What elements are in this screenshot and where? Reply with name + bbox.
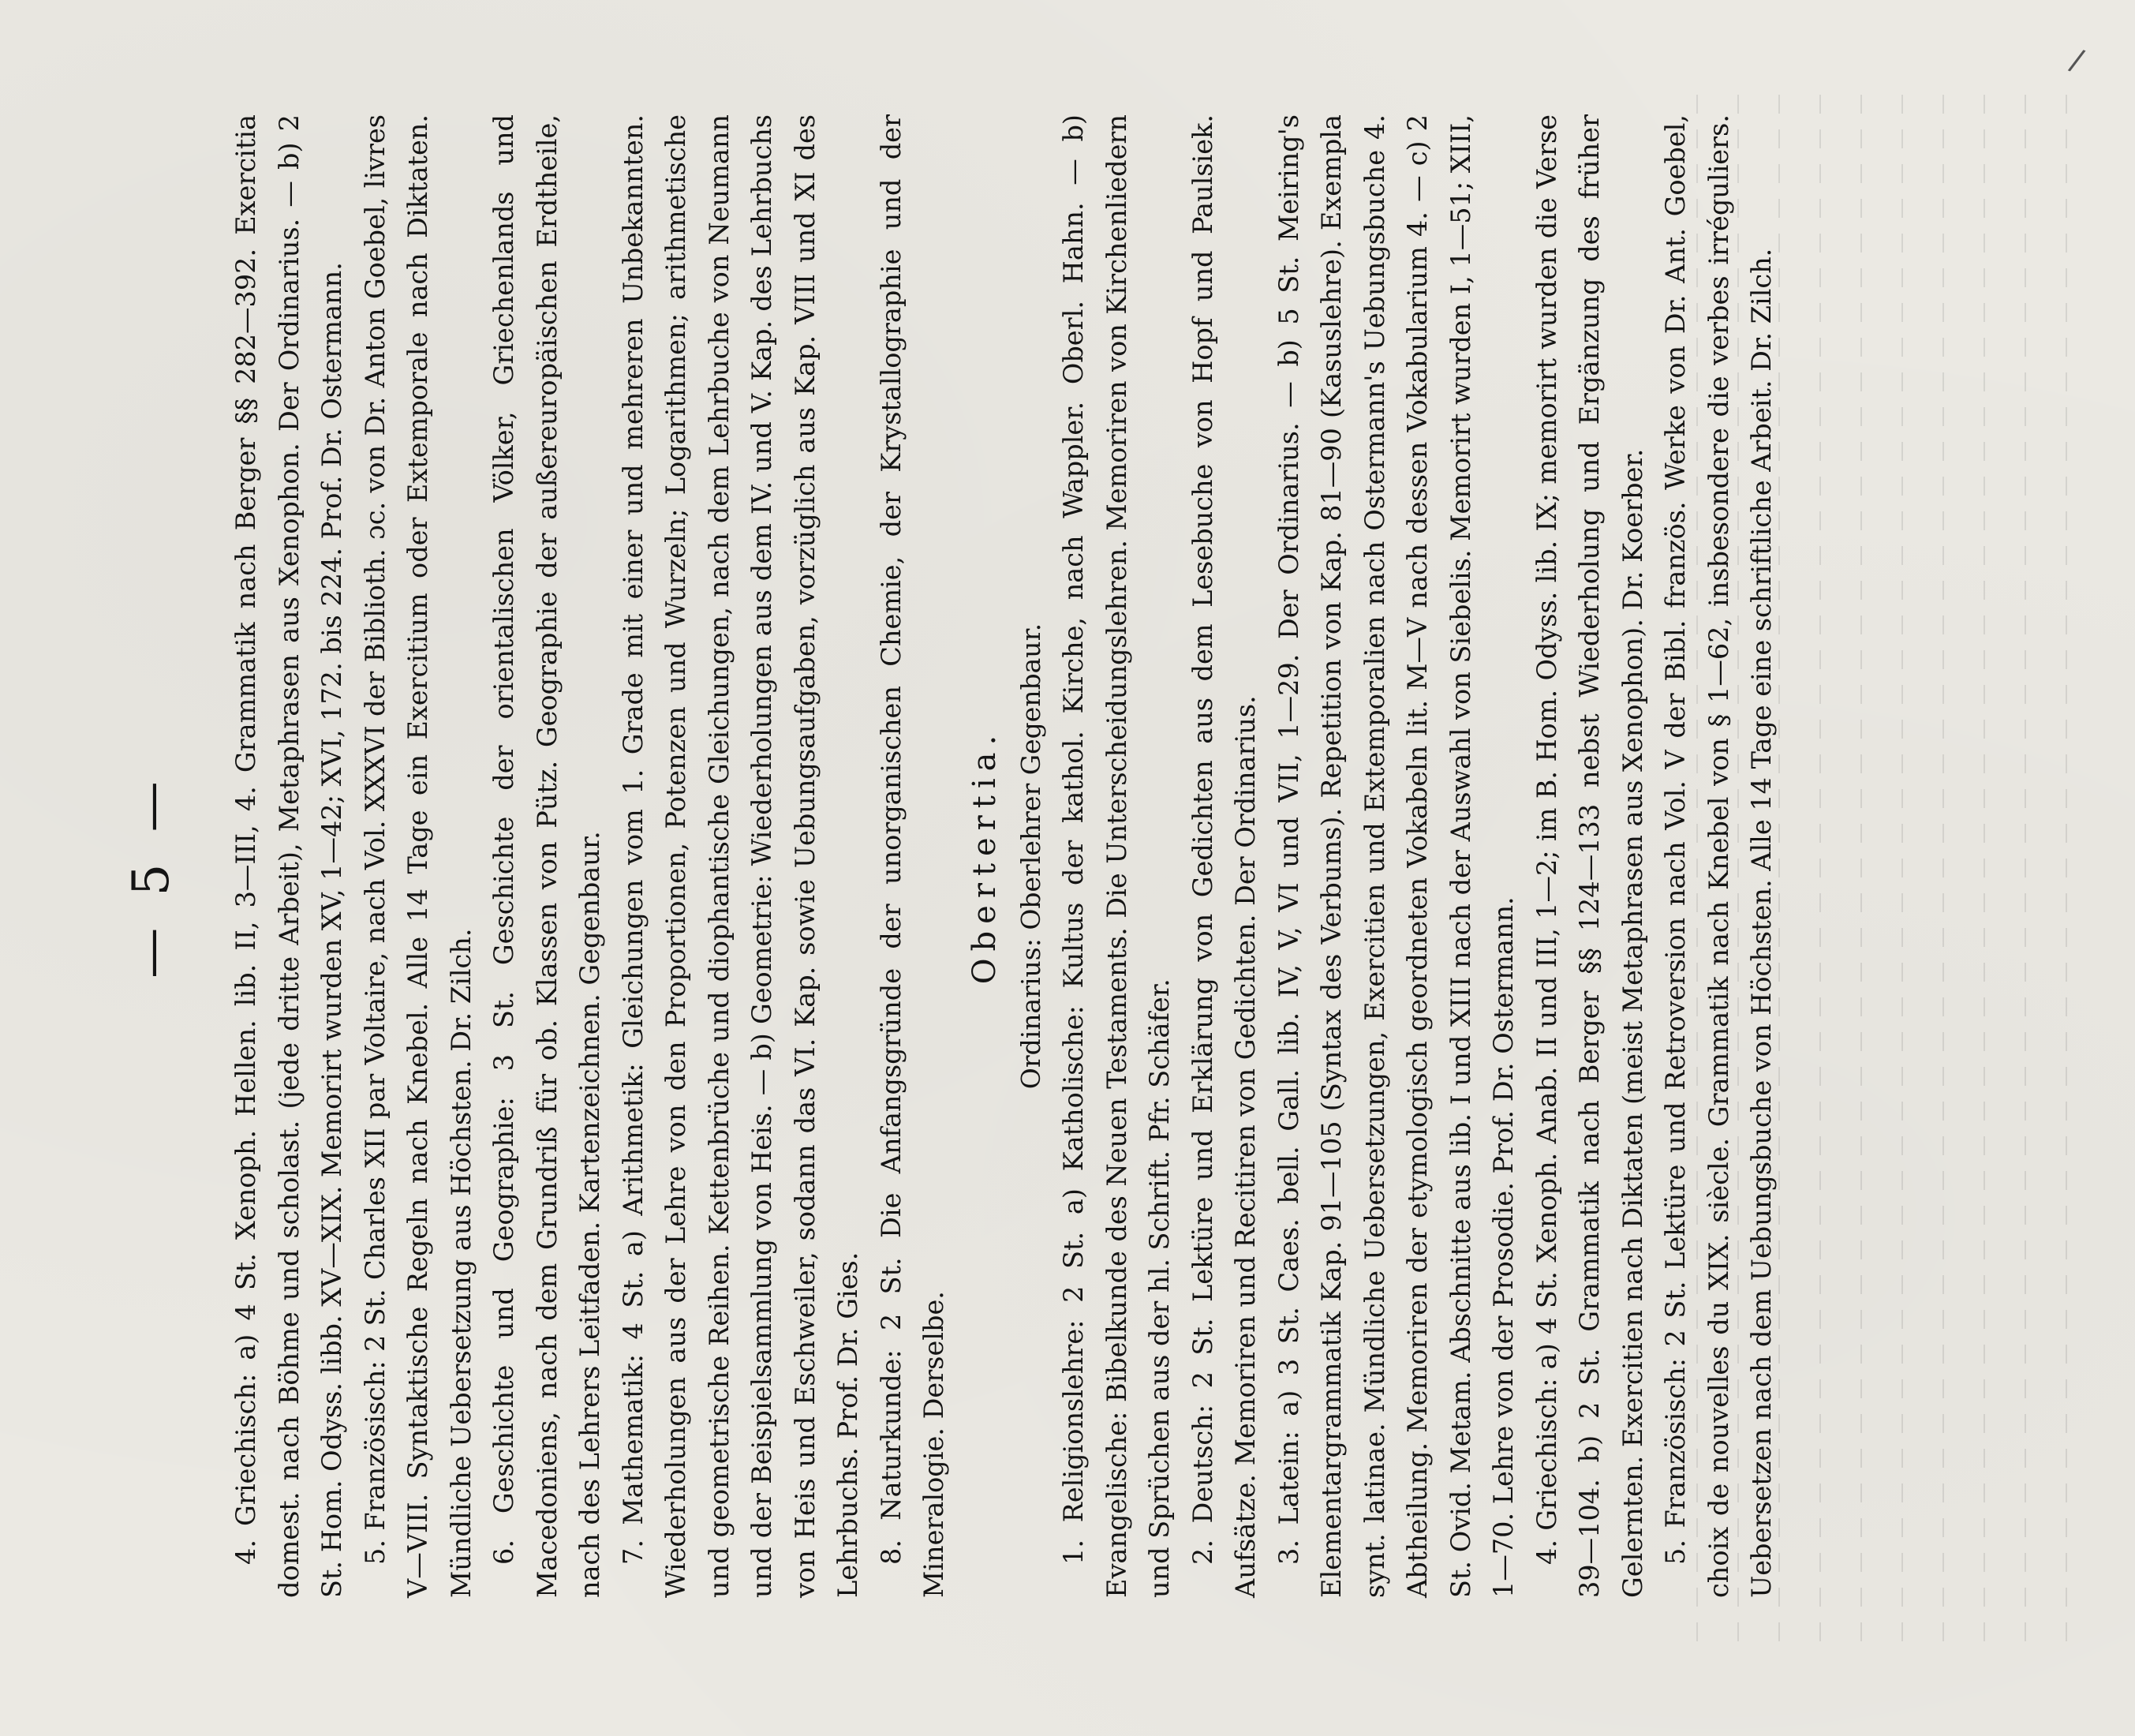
- paragraph-griechisch: 4. Griechisch: a) 4 St. Xenoph. Hellen. lib. II, 3—III, 4. Grammatik nach Berger §§ 282—392. Exercitia domest. nach Böhme und scholast. (jede dritte Arbeit), Metaphrasen aus Xenophon. Der Ordinarius. — b) 2 St. Hom. Odyss. libb. XV—XIX. Memorirt wurden XV, 1—42; XVI, 172. bis 224. Prof. Dr. Ostermann.: [230, 114, 347, 1598]
- paragraph-franzoesisch-2: 5. Französisch: 2 St. Lektüre und Retroversion nach Vol. V der Bibl. französ. Werke von Dr. Ant. Goebel, choix de nouvelles du XIX. siècle. Grammatik nach Knebel von § 1—62, insbesondere die verbes irréguliers. Uebersetzen nach dem Uebungsbuche von Höchsten. Alle 14 Tage eine schriftliche Arbeit. Dr. Zilch.: [1660, 114, 1777, 1598]
- section-heading: Obertertia.: [966, 728, 1003, 985]
- paragraph-geschichte: 6. Geschichte und Geographie: 3 St. Geschichte der orientalischen Völker, Griechenlands und Macedoniens, nach dem Grundriß für ob. Klassen von Pütz. Geographie der außereuropäischen Erdtheile, nach des Lehrers Leitfaden. Kartenzeichnen. Gegenbaur.: [488, 114, 605, 1598]
- section-subheading: Ordinarius: Oberlehrer Gegenbaur.: [1015, 623, 1046, 1090]
- paragraph-deutsch: 2. Deutsch: 2 St. Lektüre und Erklärung von Gedichten aus dem Lesebuche von Hopf und Paulsiek. Aufsätze. Memoriren und Recitiren von Gedichten. Der Ordinarius.: [1187, 114, 1261, 1598]
- corner-mark: /: [2066, 42, 2088, 78]
- page-number: — 5 —: [122, 773, 181, 978]
- rotated-page: [32, 47, 1777, 1704]
- paragraph-naturkunde: 8. Naturkunde: 2 St. Die Anfangsgründe der unorganischen Chemie, der Krystallographie und der Mineralogie. Derselbe.: [875, 114, 949, 1598]
- paragraph-latein: 3. Latein: a) 3 St. Caes. bell. Gall. lib. IV, V, VI und VII, 1—29. Der Ordinarius. — b) 5 St. Meiring's Elementargrammatik Kap. 91—105 (Syntax des Verbums). Repetition von Kap. 81—90 (Kasuslehre). Exempla synt. latinae. Mündliche Uebersetzungen, Exercitien und Extemporalien nach Ostermann's Uebungsbuche 4. Abtheilung. Memoriren der etymologisch geordneten Vokabeln lit. M—V nach dessen Vokabularium 4. — c) 2 St. Ovid. Metam. Abschnitte aus lib. I und XIII nach der Auswahl von Siebelis. Memorirt wurden I, 1—51; XIII, 1—70. Lehre von der Prosodie. Prof. Dr. Ostermann.: [1273, 114, 1519, 1598]
- paragraph-franzoesisch: 5. Französisch: 2 St. Charles XII par Voltaire, nach Vol. XXXVI der Biblioth. ɔc. von Dr. Anton Goebel, livres V—VIII. Syntaktische Regeln nach Knebel. Alle 14 Tage ein Exercitium oder Extemporale nach Diktaten. Mündliche Uebersetzung aus Höchsten. Dr. Zilch.: [359, 114, 477, 1598]
- page-body: [225, 114, 1784, 1598]
- paragraph-religionslehre: 1. Religionslehre: 2 St. a) Katholische: Kultus der kathol. Kirche, nach Wappler. Oberl. Hahn. — b) Evangelische: Bibelkunde des Neuen Testaments. Die Unterscheidungslehren. Memoriren von Kirchenliedern und Sprüchen aus der hl. Schrift. Pfr. Schäfer.: [1058, 114, 1175, 1598]
- paragraph-mathematik: 7. Mathematik: 4 St. a) Arithmetik: Gleichungen vom 1. Grade mit einer und mehreren Unbekannten. Wiederholungen aus der Lehre von den Proportionen, Potenzen und Wurzeln; Logarithmen; arithmetische und geometrische Reihen. Kettenbrüche und diophantische Gleichungen, nach dem Lehrbuche von Neumann und der Beispielsammlung von Heis. — b) Geometrie: Wiederholungen aus dem IV. und V. Kap. des Lehrbuchs von Heis und Eschweiler, sodann das VI. Kap. sowie Uebungsaufgaben, vorzüglich aus Kap. VIII und XI des Lehrbuchs. Prof. Dr. Gies.: [617, 114, 863, 1598]
- paragraph-griechisch-2: 4. Griechisch: a) 4 St. Xenoph. Anab. II und III, 1—2; im B. Hom. Odyss. lib. IX; memorirt wurden die Verse 39—104. b) 2 St. Grammatik nach Berger §§ 124—133 nebst Wiederholung und Ergänzung des früher Gelernten. Exercitien nach Diktaten (meist Metaphrasen aus Xenophon). Dr. Koerber.: [1531, 114, 1648, 1598]
